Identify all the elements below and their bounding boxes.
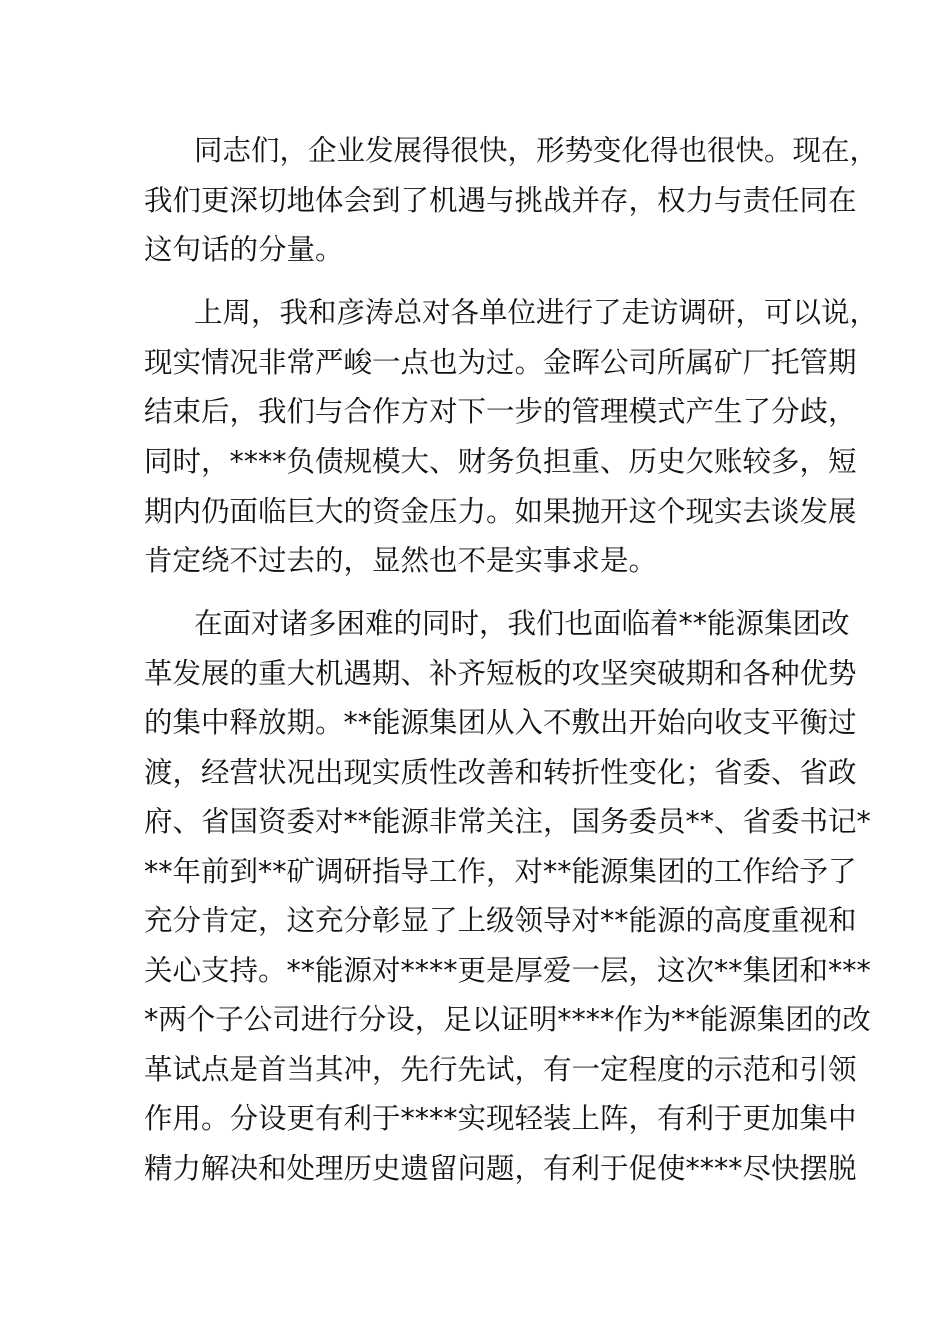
paragraph-1-line-3: 这句话的分量。: [144, 233, 344, 266]
paragraph-3-line-8: 关心支持。**能源对****更是厚爱一层，这次**集团和***: [144, 954, 871, 987]
paragraph-3-line-12: 精力解决和处理历史遗留问题，有利于促使****尽快摆脱: [144, 1152, 857, 1185]
paragraph-3-line-3: 的集中释放期。**能源集团从入不敷出开始向收支平衡过: [144, 706, 857, 739]
paragraph-3-line-9: *两个子公司进行分设，足以证明****作为**能源集团的改: [144, 1003, 871, 1036]
paragraph-2-line-1: 上周，我和彦涛总对各单位进行了走访调研，可以说，: [194, 296, 879, 329]
paragraph-1-line-1: 同志们，企业发展得很快，形势变化得也很快。现在，: [194, 134, 879, 167]
paragraph-3-line-1: 在面对诸多困难的同时，我们也面临着**能源集团改: [194, 607, 850, 640]
paragraph-2-line-3: 结束后，我们与合作方对下一步的管理模式产生了分歧，: [144, 395, 857, 428]
paragraph-3-line-4: 渡，经营状况出现实质性改善和转折性变化；省委、省政: [144, 756, 857, 789]
paragraph-2-line-2: 现实情况非常严峻一点也为过。金晖公司所属矿厂托管期: [144, 346, 857, 379]
paragraph-3-line-6: **年前到**矿调研指导工作，对**能源集团的工作给予了: [144, 855, 857, 888]
paragraph-3-line-2: 革发展的重大机遇期、补齐短板的攻坚突破期和各种优势: [144, 657, 857, 690]
paragraph-3-line-7: 充分肯定，这充分彰显了上级领导对**能源的高度重视和: [144, 904, 857, 937]
paragraph-3-line-11: 作用。分设更有利于****实现轻装上阵，有利于更加集中: [144, 1102, 857, 1135]
paragraph-2-line-5: 期内仍面临巨大的资金压力。如果抛开这个现实去谈发展: [144, 495, 857, 528]
paragraph-3-line-5: 府、省国资委对**能源非常关注，国务委员**、省委书记*: [144, 805, 871, 838]
paragraph-2-line-6: 肯定绕不过去的，显然也不是实事求是。: [144, 544, 658, 577]
paragraph-2-line-4: 同时，****负债规模大、财务负担重、历史欠账较多，短: [144, 445, 857, 478]
paragraph-1-line-2: 我们更深切地体会到了机遇与挑战并存，权力与责任同在: [144, 184, 857, 217]
paragraph-3-line-10: 革试点是首当其冲，先行先试，有一定程度的示范和引领: [144, 1053, 857, 1086]
